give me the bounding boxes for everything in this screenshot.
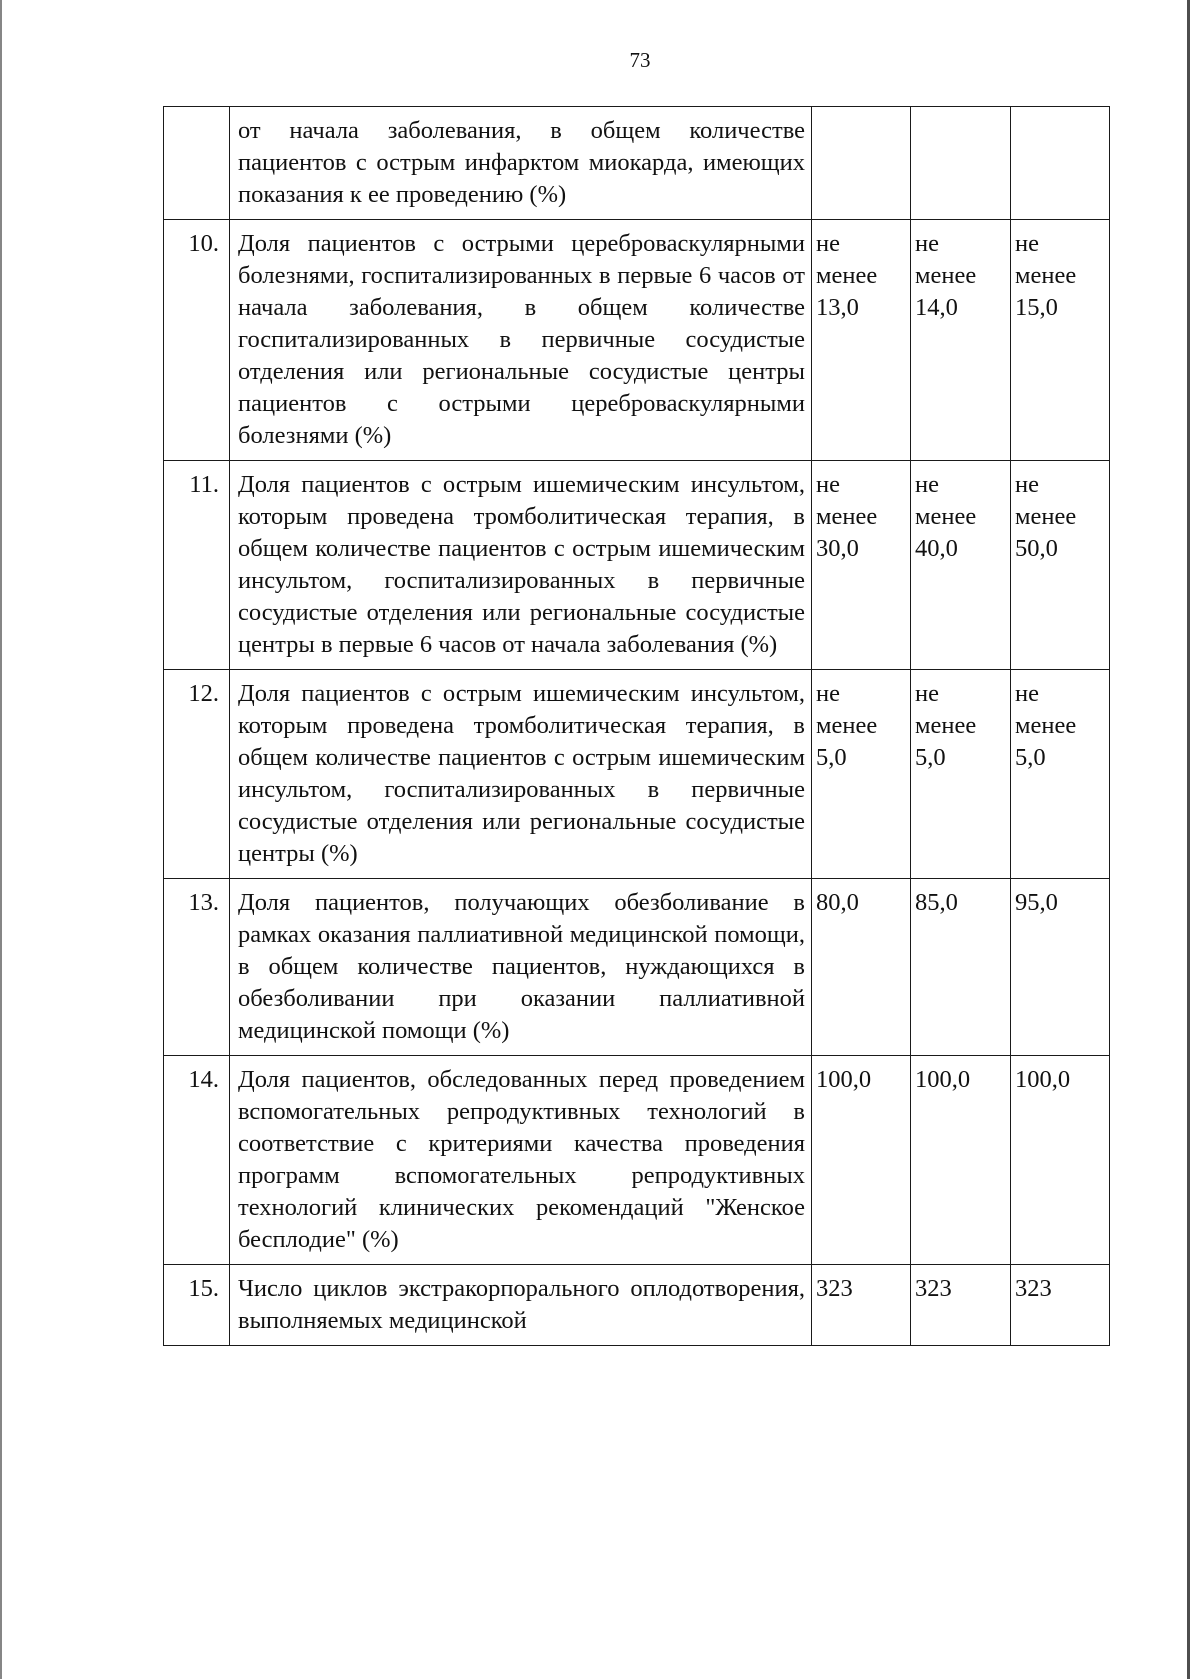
indicator-text: Доля пациентов с острым ишемическим инсультом, которым проведена тромболитическая терапия, в общем количестве пациентов с острым ишемическим инсультом, госпитализированных в первичные сосудистые отделения или региональные сосудистые центры в первые 6 часов от начала заболевания (%): [230, 461, 812, 670]
table-row: [164, 220, 1110, 461]
scan-edge-right: [1187, 0, 1190, 1679]
row-number: 13.: [164, 879, 230, 1056]
indicator-text: Число циклов экстракорпорального оплодотворения, выполняемых медицинской: [230, 1265, 812, 1346]
value-year-1: не менее 5,0: [812, 670, 911, 879]
value-year-1: 323: [812, 1265, 911, 1346]
value-year-3: [1011, 107, 1110, 220]
value-year-1: 80,0: [812, 879, 911, 1056]
table-row: [164, 107, 1110, 220]
value-year-2: 85,0: [911, 879, 1011, 1056]
value-year-1: [812, 107, 911, 220]
table-row: [164, 1265, 1110, 1346]
value-year-2: не менее 40,0: [911, 461, 1011, 670]
value-year-2: не менее 14,0: [911, 220, 1011, 461]
row-number: 10.: [164, 220, 230, 461]
table-row: [164, 670, 1110, 879]
value-year-2: 100,0: [911, 1056, 1011, 1265]
row-number: 12.: [164, 670, 230, 879]
value-year-3: 323: [1011, 1265, 1110, 1346]
indicator-text: Доля пациентов с острым ишемическим инсультом, которым проведена тромболитическая терапия, в общем количестве пациентов с острым ишемическим инсультом, госпитализированных в первичные сосудистые отделения или региональные сосудистые центры (%): [230, 670, 812, 879]
table-row: [164, 461, 1110, 670]
value-year-3: не менее 5,0: [1011, 670, 1110, 879]
value-year-3: не менее 15,0: [1011, 220, 1110, 461]
table-row: [164, 879, 1110, 1056]
row-number: [164, 107, 230, 220]
page-number: 73: [629, 48, 651, 72]
table-row: [164, 1056, 1110, 1265]
value-year-2: 323: [911, 1265, 1011, 1346]
value-year-2: [911, 107, 1011, 220]
value-year-1: не менее 13,0: [812, 220, 911, 461]
row-number: 14.: [164, 1056, 230, 1265]
value-year-3: 95,0: [1011, 879, 1110, 1056]
value-year-1: 100,0: [812, 1056, 911, 1265]
indicator-text: Доля пациентов, получающих обезболивание в рамках оказания паллиативной медицинской помощи, в общем количестве пациентов, нуждающихся в обезболивании при оказании паллиативной медицинской помощи (%): [230, 879, 812, 1056]
indicator-text: Доля пациентов с острыми цереброваскулярными болезнями, госпитализированных в первые 6 часов от начала заболевания, в общем количестве госпитализированных в первичные сосудистые отделения или региональные сосудистые центры пациентов с острыми цереброваскулярными болезнями (%): [230, 220, 812, 461]
value-year-3: не менее 50,0: [1011, 461, 1110, 670]
row-number: 11.: [164, 461, 230, 670]
indicator-text: от начала заболевания, в общем количестве пациентов с острым инфарктом миокарда, имеющих показания к ее проведению (%): [230, 107, 812, 220]
scan-edge-left: [0, 0, 2, 1679]
value-year-2: не менее 5,0: [911, 670, 1011, 879]
indicators-table: [163, 106, 1110, 1346]
indicator-text: Доля пациентов, обследованных перед проведением вспомогательных репродуктивных технологий в соответствие с критериями качества проведения программ вспомогательных репродуктивных технологий клинических рекомендаций "Женское бесплодие" (%): [230, 1056, 812, 1265]
value-year-1: не менее 30,0: [812, 461, 911, 670]
row-number: 15.: [164, 1265, 230, 1346]
value-year-3: 100,0: [1011, 1056, 1110, 1265]
